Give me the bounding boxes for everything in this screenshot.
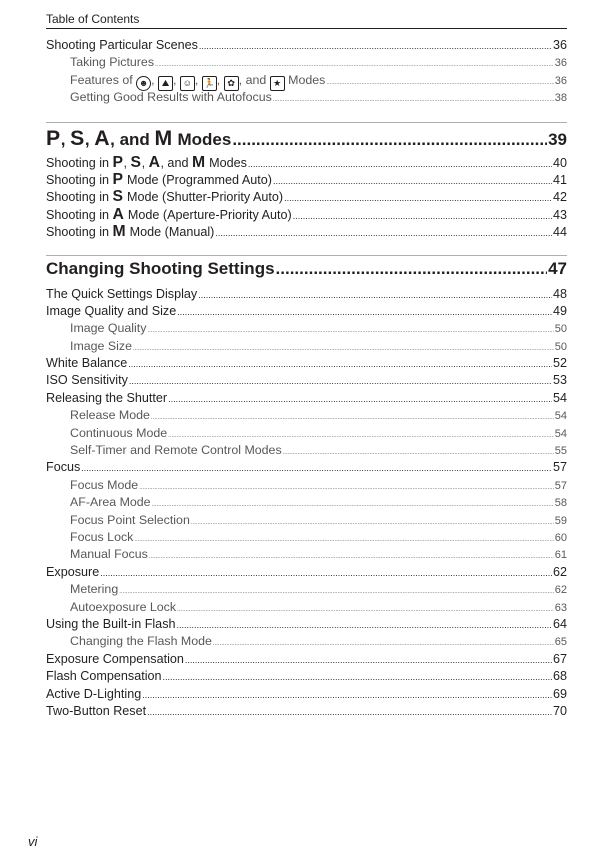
toc-entry-title: Features of ☻ , ⛰ , ☺ , 🏃 , ✿ , and ★ Modes xyxy=(70,73,325,91)
toc-page-number: 52 xyxy=(552,356,567,371)
toc-entry-title: Metering xyxy=(70,582,119,597)
mode-s-glyph: S xyxy=(70,125,85,150)
toc-page-number: 36 xyxy=(552,38,567,52)
toc-subentry[interactable] xyxy=(46,90,567,107)
toc-entry-title: Changing the Flash Mode xyxy=(70,634,212,649)
dot-leader xyxy=(276,259,548,279)
toc-entry[interactable] xyxy=(46,356,567,373)
toc-page-number: 36 xyxy=(554,74,567,87)
toc-subentry[interactable] xyxy=(46,530,567,547)
toc-subentry[interactable] xyxy=(46,443,567,460)
dot-leader xyxy=(168,433,554,439)
toc-entry-title: Focus Mode xyxy=(70,477,139,492)
dot-leader xyxy=(284,193,552,203)
toc-subentry[interactable] xyxy=(46,408,567,425)
toc-page-number: 48 xyxy=(552,286,567,301)
section-page-number: 39 xyxy=(548,129,567,149)
toc-entry-title: Manual Focus xyxy=(70,547,148,562)
toc-page-number: 54 xyxy=(554,410,567,423)
dot-leader xyxy=(139,485,554,491)
running-header: Table of Contents xyxy=(46,12,140,26)
section-title[interactable]: P, S, A, and M Modes ..... 39 xyxy=(46,126,567,154)
toc-entry-title: Focus Point Selection xyxy=(70,512,190,527)
dot-leader xyxy=(168,394,552,404)
toc-entry-title: Autoexposure Lock xyxy=(70,599,177,614)
toc-entry-title: Shooting Particular Scenes xyxy=(46,38,198,52)
page-folio: vi xyxy=(28,834,38,849)
dot-leader xyxy=(326,80,553,86)
toc-entry-title: Focus Lock xyxy=(70,529,134,544)
toc-page-number: 59 xyxy=(554,514,567,527)
toc-page-number: 41 xyxy=(552,172,567,187)
toc-entry[interactable] xyxy=(46,565,567,582)
toc-entry[interactable] xyxy=(46,704,567,721)
toc-entry-title: The Quick Settings Display xyxy=(46,286,198,301)
toc-entry-title: Two-Button Reset xyxy=(46,703,147,718)
toc-subentry[interactable] xyxy=(46,73,567,90)
toc-page-number: 63 xyxy=(554,601,567,614)
dot-leader xyxy=(215,228,552,238)
toc-entry[interactable] xyxy=(46,391,567,408)
mode-m-glyph: M xyxy=(191,153,206,171)
toc-subentry[interactable] xyxy=(46,600,567,617)
toc-subentry[interactable] xyxy=(46,495,567,512)
section-title[interactable]: Changing Shooting Settings ..... 47 xyxy=(46,259,567,287)
toc-page-number: 54 xyxy=(554,427,567,440)
toc-entry-title: Self-Timer and Remote Control Modes xyxy=(70,443,282,458)
toc-page-number: 61 xyxy=(554,549,567,562)
toc-page-number: 50 xyxy=(554,323,567,336)
toc-page-number: 53 xyxy=(552,373,567,388)
dot-leader xyxy=(81,463,552,473)
dot-leader xyxy=(177,607,554,613)
toc-entry-title: Taking Pictures xyxy=(70,55,155,70)
dot-leader xyxy=(147,328,553,334)
scene-closeup-icon: ✿ xyxy=(224,76,239,91)
dot-leader xyxy=(133,346,554,352)
mode-p-glyph: P xyxy=(112,153,124,171)
dot-leader xyxy=(177,620,552,630)
toc-entry[interactable] xyxy=(46,669,567,686)
toc-entry-title: White Balance xyxy=(46,356,128,371)
dot-leader xyxy=(155,62,554,68)
dot-leader xyxy=(142,690,552,700)
dot-leader xyxy=(134,537,553,543)
toc-entry-title: Active D-Lighting xyxy=(46,686,142,701)
toc-page-number: 42 xyxy=(552,190,567,205)
toc-page-number: 57 xyxy=(552,460,567,475)
toc-page-number: 62 xyxy=(552,564,567,579)
toc-page-number: 57 xyxy=(554,479,567,492)
toc-page-number: 43 xyxy=(552,207,567,222)
dot-leader xyxy=(293,211,552,221)
mode-m-glyph: M xyxy=(112,223,127,241)
toc-subentry[interactable] xyxy=(46,426,567,443)
toc-subentry[interactable] xyxy=(46,55,567,72)
dot-leader xyxy=(149,554,554,560)
dot-leader xyxy=(129,376,552,386)
scene-portrait-icon: ☻ xyxy=(136,76,151,91)
dot-leader xyxy=(213,641,554,647)
toc-entry-title: AF-Area Mode xyxy=(70,495,151,510)
toc-page-number: 64 xyxy=(552,616,567,631)
toc-entry-title: Exposure xyxy=(46,564,100,579)
toc-entry[interactable] xyxy=(46,373,567,390)
toc-entry-title: Getting Good Results with Autofocus xyxy=(70,90,272,105)
mode-m-glyph: M xyxy=(154,125,173,150)
dot-leader xyxy=(248,159,552,169)
mode-s-glyph: S xyxy=(112,188,124,206)
toc-page-number: 60 xyxy=(554,531,567,544)
toc-subentry[interactable] xyxy=(46,513,567,530)
toc-entry-title: ISO Sensitivity xyxy=(46,373,128,388)
scene-night-portrait-icon: ★ xyxy=(270,76,285,91)
toc-entry-title: Flash Compensation xyxy=(46,669,162,684)
toc-page-number: 69 xyxy=(552,686,567,701)
toc-page-number: 68 xyxy=(552,669,567,684)
toc-entry[interactable] xyxy=(46,617,567,634)
toc-entry-title: Image Size xyxy=(70,338,132,353)
toc-page-number: 67 xyxy=(552,651,567,666)
table-of-contents xyxy=(46,38,567,721)
dot-leader xyxy=(185,655,552,665)
toc-subentry[interactable] xyxy=(46,321,567,338)
toc-entry[interactable]: Shooting in S Mode (Shutter-Priority Auto) ..... 42 xyxy=(46,188,567,205)
section-psam-modes xyxy=(46,122,567,241)
toc-page-number: 58 xyxy=(554,497,567,510)
toc-page-number: 49 xyxy=(552,303,567,318)
mode-p-glyph: P xyxy=(112,170,124,188)
toc-page-number: 70 xyxy=(552,703,567,718)
toc-subentry[interactable] xyxy=(46,582,567,599)
toc-entry[interactable]: Shooting in P, S, A, and M Modes ..... 40 xyxy=(46,154,567,171)
dot-leader xyxy=(128,359,552,369)
toc-entry[interactable] xyxy=(46,304,567,321)
mode-a-glyph: A xyxy=(148,153,161,171)
dot-leader xyxy=(232,130,547,150)
scene-sports-icon: 🏃 xyxy=(202,76,217,91)
toc-entry[interactable] xyxy=(46,38,567,55)
mode-s-glyph: S xyxy=(130,153,142,171)
dot-leader xyxy=(147,707,552,717)
dot-leader xyxy=(119,589,554,595)
toc-subentry[interactable] xyxy=(46,478,567,495)
toc-page-number: 54 xyxy=(552,390,567,405)
dot-leader xyxy=(283,450,554,456)
toc-entry[interactable] xyxy=(46,687,567,704)
toc-entry-title: Release Mode xyxy=(70,408,150,423)
section-page-number: 47 xyxy=(548,258,567,278)
dot-leader xyxy=(177,307,552,317)
toc-entry[interactable]: Shooting in P Mode (Programmed Auto) ..... 41 xyxy=(46,171,567,188)
toc-entry-title: Exposure Compensation xyxy=(46,651,184,666)
mode-p-glyph: P xyxy=(46,125,61,150)
toc-entry-title: Continuous Mode xyxy=(70,425,168,440)
toc-entry[interactable] xyxy=(46,460,567,477)
toc-entry[interactable] xyxy=(46,652,567,669)
toc-page-number: 65 xyxy=(554,636,567,649)
dot-leader xyxy=(151,415,554,421)
toc-page-number: 38 xyxy=(554,92,567,105)
header-rule xyxy=(46,28,567,29)
toc-list xyxy=(46,287,567,722)
toc-page-number: 36 xyxy=(554,57,567,70)
toc-page-number: 55 xyxy=(554,445,567,458)
toc-subentry[interactable] xyxy=(46,634,567,651)
dot-leader xyxy=(152,502,554,508)
scene-landscape-icon: ⛰ xyxy=(158,76,173,91)
toc-entry[interactable]: Shooting in A Mode (Aperture-Priority Auto) ..... 43 xyxy=(46,206,567,223)
toc-entry-title: Focus xyxy=(46,460,81,475)
toc-subentry[interactable] xyxy=(46,339,567,356)
toc-entry-title: Image Quality and Size xyxy=(46,303,177,318)
toc-entry[interactable] xyxy=(46,287,567,304)
dot-leader xyxy=(191,520,554,526)
dot-leader xyxy=(198,290,552,300)
toc-page-number: 40 xyxy=(552,155,567,170)
toc-entry-title: Releasing the Shutter xyxy=(46,390,168,405)
toc-page-number: 62 xyxy=(554,584,567,597)
dot-leader xyxy=(100,568,552,578)
toc-page-number: 50 xyxy=(554,340,567,353)
toc-entry[interactable]: Shooting in M Mode (Manual) ..... 44 xyxy=(46,223,567,240)
toc-entry-title: Using the Built-in Flash xyxy=(46,616,176,631)
dot-leader xyxy=(273,176,552,186)
scene-child-icon: ☺ xyxy=(180,76,195,91)
section-changing-shooting-settings xyxy=(46,255,567,722)
dot-leader xyxy=(199,41,552,51)
toc-page-number: 44 xyxy=(552,225,567,240)
mode-a-glyph: A xyxy=(112,205,125,223)
toc-subentry[interactable] xyxy=(46,547,567,564)
dot-leader xyxy=(163,672,552,682)
mode-a-glyph: A xyxy=(94,125,111,150)
toc-entry-title: Image Quality xyxy=(70,321,147,336)
dot-leader xyxy=(273,97,554,103)
